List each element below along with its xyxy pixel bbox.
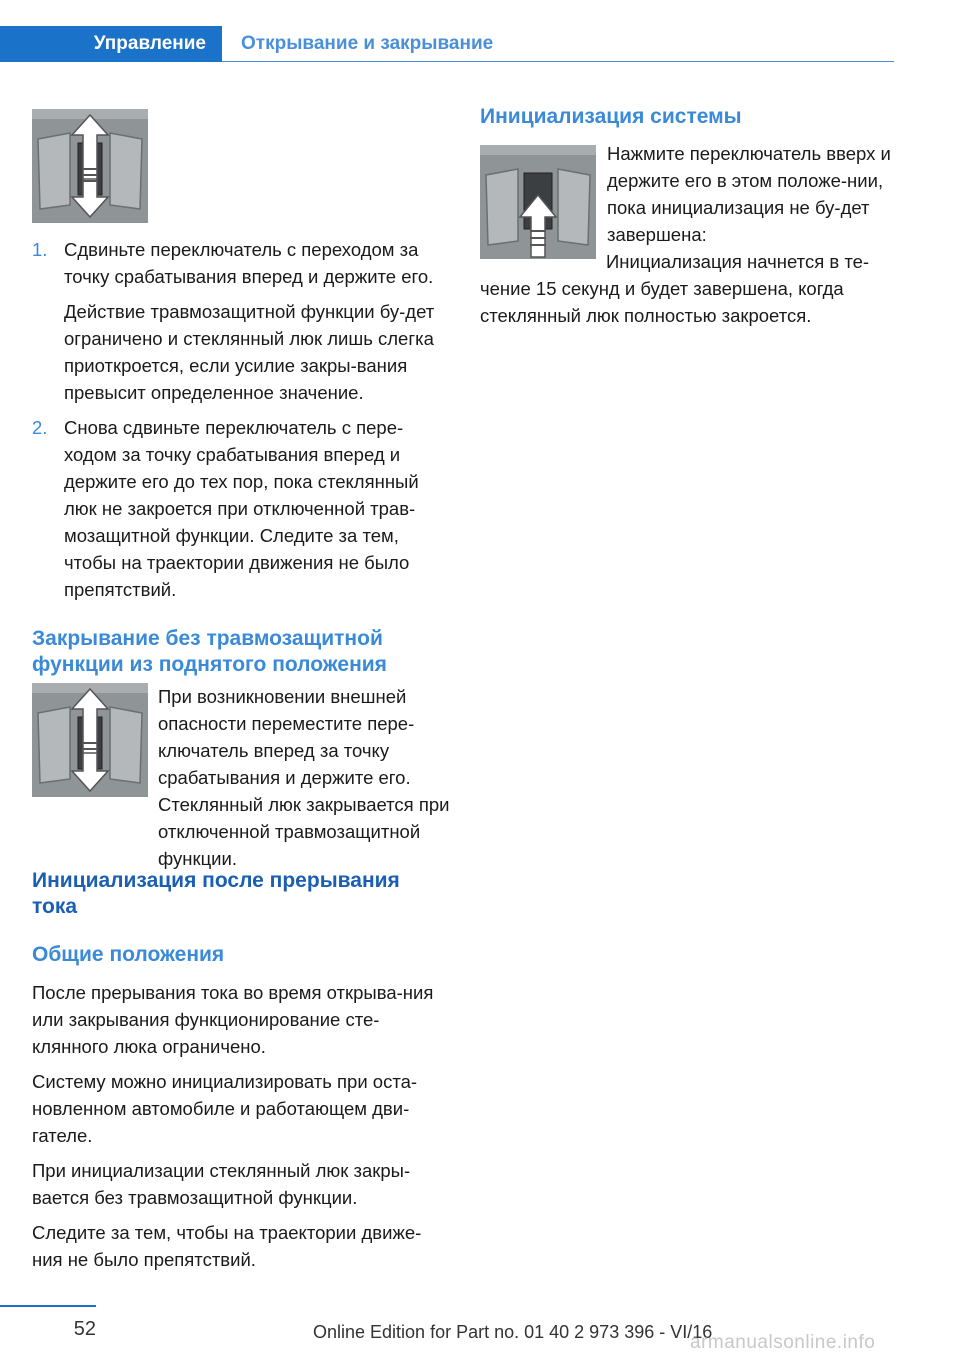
header-rule: [222, 61, 894, 62]
general-paragraph: При инициализации стеклянный люк закры-вается без травмозащитной функции.: [32, 1160, 411, 1208]
step-note: Действие травмозащитной функции бу-дет ограничено и стеклянный люк лишь слегка приоткроется, если усилие закры-вания превысит определенное значение.: [64, 301, 435, 403]
switch-up-illustration: [480, 145, 596, 259]
step-text: Снова сдвиньте переключатель с пере-ходом за точку срабатывания вперед и держите его до тех пор, пока стеклянный люк не закроется при отключенной трав-мозащитной функции. Следите за тем, чтобы на траектории движения не было препятствий.: [64, 417, 419, 600]
header-subsection-label: Открывание и закрывание: [241, 33, 494, 54]
step-number: 1.: [32, 239, 48, 260]
general-paragraph: Систему можно инициализировать при оста-новленном автомобиле и работающем дви-гателе.: [32, 1071, 418, 1146]
close-result: Стеклянный люк закрывается при отключенной травмозащитной функции.: [158, 794, 450, 869]
close-instruction: При возникновении внешней опасности переместите пере-ключатель вперед за точку срабатывания и держите его.: [158, 686, 415, 788]
header-section-label: Управление: [93, 33, 206, 54]
list-item: [32, 236, 450, 406]
switch-forward-illustration: [32, 683, 148, 797]
system-init-instruction: Нажмите переключатель вверх и держите его в этом положе-нии, пока инициализация не бу-дет завершена:: [607, 143, 891, 245]
steps-list: [32, 236, 450, 611]
step-number: 2.: [32, 417, 48, 438]
init-heading: Инициализация после прерывания тока: [32, 869, 400, 918]
edition-info: Online Edition for Part no. 01 40 2 973 396 - VI/16: [313, 1322, 713, 1342]
step-text: Сдвиньте переключатель с переходом за точку срабатывания вперед и держите его.: [64, 239, 434, 287]
system-init-heading: Инициализация системы: [480, 105, 742, 128]
watermark: armanualsonline.info: [690, 1332, 876, 1353]
general-heading: Общие положения: [32, 943, 225, 966]
general-paragraphs: [32, 979, 450, 1281]
switch-up-down-illustration: [32, 109, 148, 223]
list-item: [32, 414, 450, 603]
general-paragraph: Следите за тем, чтобы на траектории движе-ния не было препятствий.: [32, 1222, 422, 1270]
footer-rule: [0, 1305, 96, 1307]
page-number: 52: [73, 1318, 96, 1340]
system-init-result: Инициализация начнется в те-чение 15 секунд и будет завершена, когда стеклянный люк полностью закроется.: [480, 251, 870, 326]
general-paragraph: После прерывания тока во время открыва-ния или закрывания функционирование сте-клянного люка ограничено.: [32, 982, 434, 1057]
close-heading: Закрывание без травмозащитной функции из поднятого положения: [32, 627, 387, 676]
